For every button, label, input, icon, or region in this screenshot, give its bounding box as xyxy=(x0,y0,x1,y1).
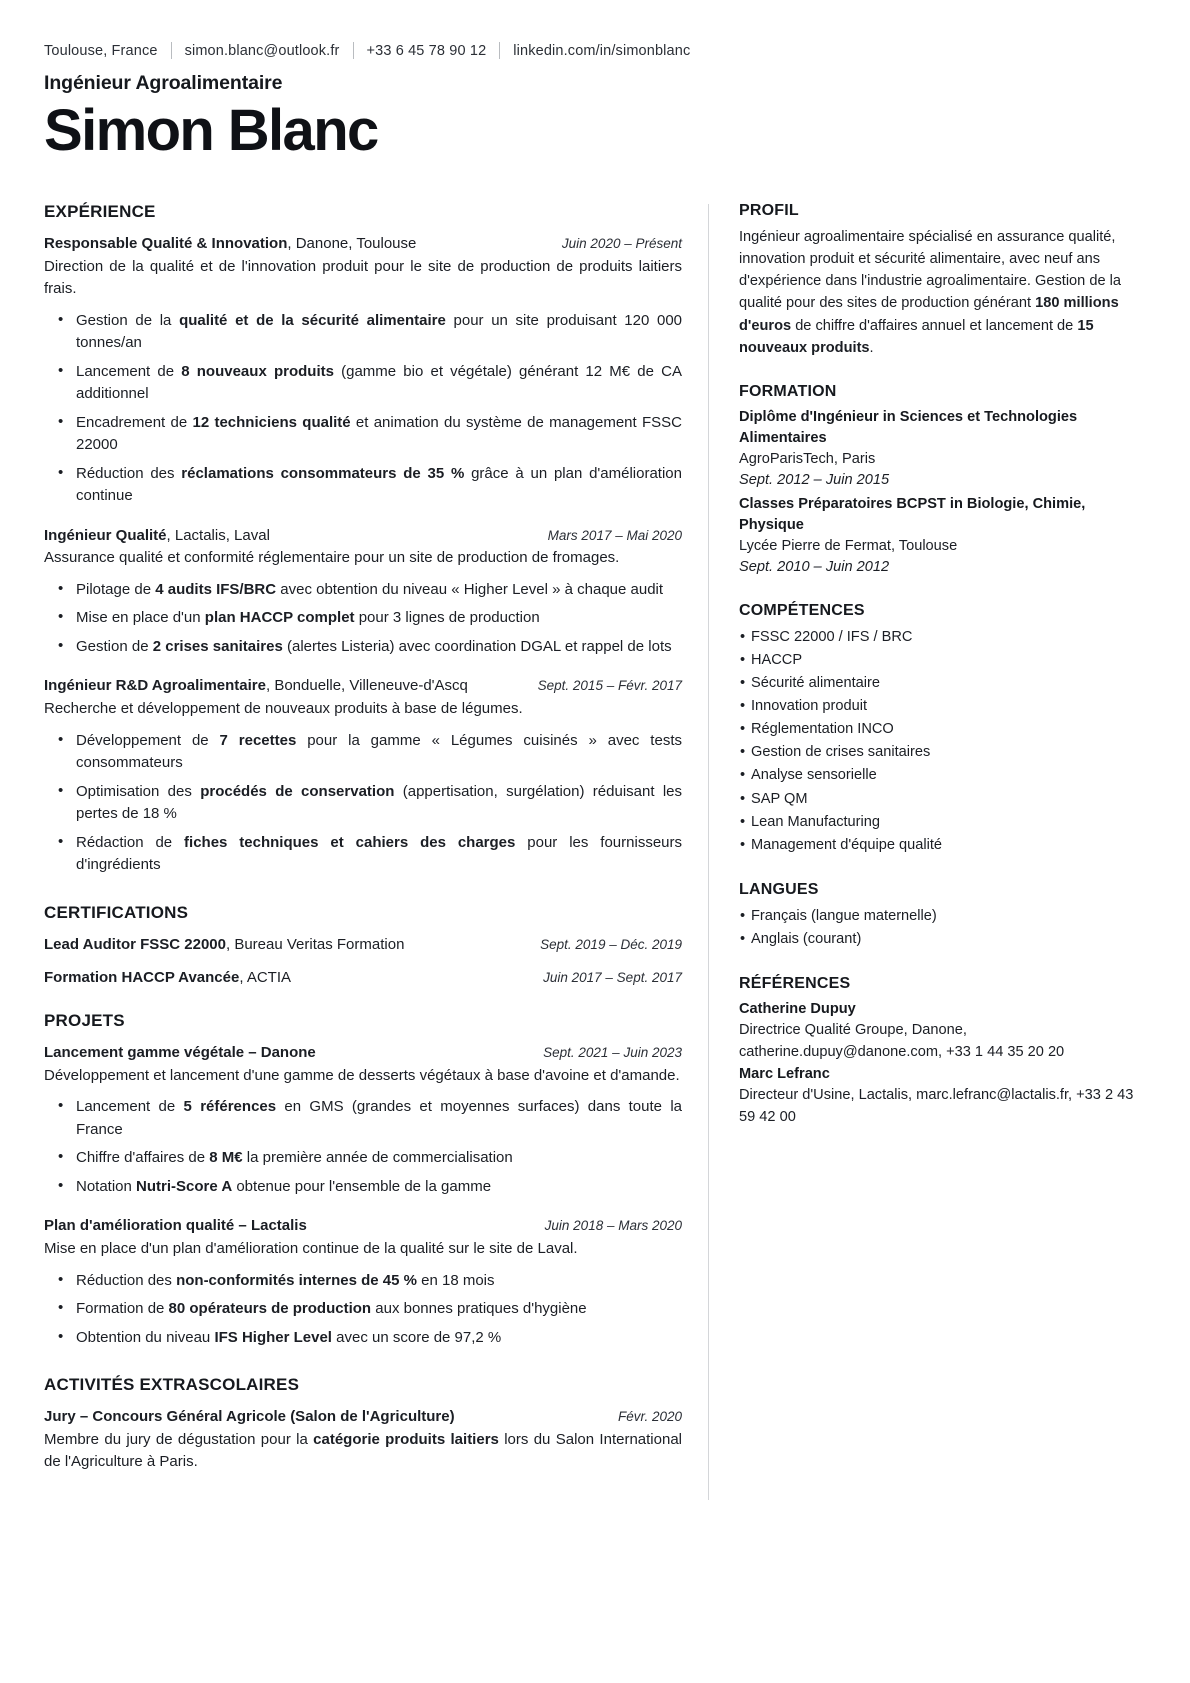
language-item: • Anglais (courant) xyxy=(751,928,1146,951)
project-entry-title: Plan d'amélioration qualité – Lactalis xyxy=(44,1217,307,1235)
section-heading-references: RÉFÉRENCES xyxy=(739,974,851,992)
section-extracurricular xyxy=(44,1375,682,1474)
project-entry-date: Sept. 2021 – Juin 2023 xyxy=(543,1045,682,1061)
contact-line xyxy=(44,42,1146,59)
skill-item: • HACCP xyxy=(751,649,1146,672)
experience-entry-description: Direction de la qualité et de l'innovation produit pour le site de production de produits laitiers frais. xyxy=(44,257,682,298)
reference-detail: Directrice Qualité Groupe, Danone, catherine.dupuy@danone.com, +33 1 44 35 20 20 xyxy=(739,1021,1065,1060)
list-item: • Gestion de 2 crises sanitaires (alertes Listeria) avec coordination DGAL et rappel de lots xyxy=(74,636,682,659)
section-profile xyxy=(739,202,1146,359)
experience-entry-list xyxy=(44,233,682,877)
education-entry xyxy=(739,494,1146,579)
list-item: • Optimisation des procédés de conservation (appertisation, surgélation) réduisant les pertes de 18 % xyxy=(74,781,682,826)
project-entry xyxy=(44,1042,682,1198)
experience-entry-header xyxy=(44,233,682,255)
experience-entry-description: Assurance qualité et conformité réglementaire pour un site de production de fromages. xyxy=(44,549,620,567)
section-heading-experience: EXPÉRIENCE xyxy=(44,201,156,221)
list-item: • Chiffre d'affaires de 8 M€ la première année de commercialisation xyxy=(74,1147,682,1170)
section-heading-extracurricular: ACTIVITÉS EXTRASCOLAIRES xyxy=(44,1375,300,1395)
extracurricular-entry xyxy=(44,1406,682,1474)
contact-item[interactable]: simon.blanc@outlook.fr xyxy=(184,42,340,59)
extracurricular-entry-header xyxy=(44,1406,682,1428)
skill-item: • Management d'équipe qualité xyxy=(751,834,1146,857)
page-title: Simon Blanc xyxy=(44,98,378,163)
reference-name: Marc Lefranc xyxy=(739,1065,830,1082)
section-certifications xyxy=(44,903,682,990)
certification-entry xyxy=(44,967,682,989)
experience-entry-date: Juin 2020 – Présent xyxy=(561,235,682,251)
section-heading-education: FORMATION xyxy=(739,382,837,400)
project-entry-date: Juin 2018 – Mars 2020 xyxy=(544,1218,682,1234)
section-heading-profile: PROFIL xyxy=(739,201,799,219)
project-entry-header xyxy=(44,1215,682,1237)
experience-entry-title: Ingénieur Qualité, Lactalis, Laval xyxy=(44,526,270,544)
list-item: • Réduction des non-conformités internes de 45 % en 18 mois xyxy=(74,1270,682,1293)
skill-item: • Gestion de crises sanitaires xyxy=(751,741,1146,764)
experience-entry-date: Sept. 2015 – Févr. 2017 xyxy=(537,678,682,694)
list-item: • Mise en place d'un plan HACCP complet pour 3 lignes de production xyxy=(74,607,682,630)
experience-entry-header xyxy=(44,675,682,697)
project-entry-title: Lancement gamme végétale – Danone xyxy=(44,1044,316,1062)
extracurricular-entry-title: Jury – Concours Général Agricole (Salon de l'Agriculture) xyxy=(44,1408,455,1426)
list-item: • Lancement de 5 références en GMS (grandes et moyennes surfaces) dans toute la France xyxy=(74,1096,682,1141)
language-item: • Français (langue maternelle) xyxy=(751,905,1146,928)
resume-header xyxy=(44,42,1146,162)
education-degree: Classes Préparatoires BCPST in Biologie, Chimie, Physique xyxy=(739,495,1086,533)
project-entry xyxy=(44,1215,682,1349)
experience-entry-title: Responsable Qualité & Innovation, Danone, Toulouse xyxy=(44,234,417,252)
experience-entry-header xyxy=(44,525,682,547)
section-projects xyxy=(44,1011,682,1349)
skill-item: • Innovation produit xyxy=(751,695,1146,718)
project-entry-header xyxy=(44,1042,682,1064)
role-title: Ingénieur Agroalimentaire xyxy=(44,72,283,94)
education-entry xyxy=(739,407,1146,492)
certification-entry-date: Sept. 2019 – Déc. 2019 xyxy=(540,936,682,952)
education-school: AgroParisTech, Paris xyxy=(739,451,876,468)
list-item: • Réduction des réclamations consommateurs de 35 % grâce à un plan d'amélioration continue xyxy=(74,463,682,508)
section-heading-projects: PROJETS xyxy=(44,1011,125,1031)
extracurricular-entry-date: Févr. 2020 xyxy=(617,1409,682,1425)
education-degree: Diplôme d'Ingénieur in Sciences et Technologies Alimentaires xyxy=(739,408,1078,447)
skill-item: • FSSC 22000 / IFS / BRC xyxy=(751,626,1146,649)
contact-separator xyxy=(499,42,500,59)
section-heading-languages: LANGUES xyxy=(739,880,819,898)
project-entry-description: Développement et lancement d'une gamme de desserts végétaux à base d'avoine et d'amande. xyxy=(44,1066,680,1084)
certification-entry-list xyxy=(44,934,682,990)
section-education xyxy=(739,383,1146,578)
profile-text: Ingénieur agroalimentaire spécialisé en assurance qualité, innovation produit et sécurité alimentaire, avec neuf ans d'expérience dans l'industrie agroalimentaire. Gestion de la qualité pour des sites de production générant 180 millions d'euros de chiffre d'affaires annuel et lancement de 15 nouveaux produits. xyxy=(739,228,1121,356)
experience-entry-description: Recherche et développement de nouveaux produits à base de légumes. xyxy=(44,700,523,718)
contact-separator xyxy=(353,42,354,59)
experience-entry xyxy=(44,525,682,659)
experience-bullet-list xyxy=(44,579,682,659)
contact-item[interactable]: linkedin.com/in/simonblanc xyxy=(513,42,691,59)
skill-item: • SAP QM xyxy=(751,788,1146,811)
experience-entry-date: Mars 2017 – Mai 2020 xyxy=(547,527,682,543)
section-experience xyxy=(44,202,682,877)
list-item: • Lancement de 8 nouveaux produits (gamme bio et végétale) générant 12 M€ de CA additionnel xyxy=(74,361,682,406)
reference-detail: Directeur d'Usine, Lactalis, marc.lefranc@lactalis.fr, +33 2 43 59 42 00 xyxy=(739,1086,1134,1125)
list-item: • Gestion de la qualité et de la sécurité alimentaire pour un site produisant 120 000 tonnes/an xyxy=(74,310,682,355)
skill-item: • Sécurité alimentaire xyxy=(751,672,1146,695)
certification-entry-title: Formation HACCP Avancée, ACTIA xyxy=(44,969,292,987)
project-bullet-list xyxy=(44,1270,682,1350)
skill-item: • Analyse sensorielle xyxy=(751,764,1146,787)
section-heading-skills: COMPÉTENCES xyxy=(739,602,865,620)
list-item: • Développement de 7 recettes pour la gamme « Légumes cuisinés » avec tests consommateurs xyxy=(74,730,682,775)
skill-item: • Réglementation INCO xyxy=(751,718,1146,741)
reference-entry xyxy=(739,999,1146,1064)
project-entry-list xyxy=(44,1042,682,1349)
extracurricular-entry-description: Membre du jury de dégustation pour la catégorie produits laitiers lors du Salon International de l'Agriculture à Paris. xyxy=(44,1430,682,1471)
certification-entry-title: Lead Auditor FSSC 22000, Bureau Veritas Formation xyxy=(44,935,405,953)
project-bullet-list xyxy=(44,1096,682,1198)
experience-entry xyxy=(44,233,682,508)
contact-separator xyxy=(171,42,172,59)
extracurricular-entry-list xyxy=(44,1406,682,1474)
reference-entry-list xyxy=(739,999,1146,1129)
certification-entry xyxy=(44,934,682,956)
skill-item: • Lean Manufacturing xyxy=(751,811,1146,834)
list-item: • Formation de 80 opérateurs de production aux bonnes pratiques d'hygiène xyxy=(74,1298,682,1321)
contact-item: Toulouse, France xyxy=(44,42,158,59)
list-item: • Notation Nutri-Score A obtenue pour l'ensemble de la gamme xyxy=(74,1176,682,1199)
reference-name: Catherine Dupuy xyxy=(739,1000,856,1017)
list-item: • Encadrement de 12 techniciens qualité et animation du système de management FSSC 22000 xyxy=(74,412,682,457)
languages-list xyxy=(739,905,1146,951)
resume-body xyxy=(44,202,1146,1500)
list-item: • Obtention du niveau IFS Higher Level avec un score de 97,2 % xyxy=(74,1327,682,1350)
section-languages xyxy=(739,881,1146,951)
project-entry-description: Mise en place d'un plan d'amélioration continue de la qualité sur le site de Laval. xyxy=(44,1240,578,1258)
right-column xyxy=(709,202,1146,1500)
education-date: Sept. 2012 – Juin 2015 xyxy=(739,472,890,489)
experience-entry-title: Ingénieur R&D Agroalimentaire, Bonduelle, Villeneuve-d'Ascq xyxy=(44,677,468,695)
section-heading-certifications: CERTIFICATIONS xyxy=(44,902,189,922)
education-school: Lycée Pierre de Fermat, Toulouse xyxy=(739,537,958,554)
certification-entry-date: Juin 2017 – Sept. 2017 xyxy=(543,970,682,986)
experience-bullet-list xyxy=(44,310,682,508)
section-skills xyxy=(739,602,1146,856)
list-item: • Pilotage de 4 audits IFS/BRC avec obtention du niveau « Higher Level » à chaque audit xyxy=(74,579,682,602)
skills-list xyxy=(739,626,1146,856)
education-entry-list xyxy=(739,407,1146,578)
education-date: Sept. 2010 – Juin 2012 xyxy=(739,559,890,576)
reference-entry xyxy=(739,1064,1146,1129)
list-item: • Rédaction de fiches techniques et cahiers des charges pour les fournisseurs d'ingrédients xyxy=(74,832,682,877)
contact-item[interactable]: +33 6 45 78 90 12 xyxy=(366,42,487,59)
experience-bullet-list xyxy=(44,730,682,877)
experience-entry xyxy=(44,675,682,876)
section-references xyxy=(739,975,1146,1129)
left-column xyxy=(44,202,708,1500)
